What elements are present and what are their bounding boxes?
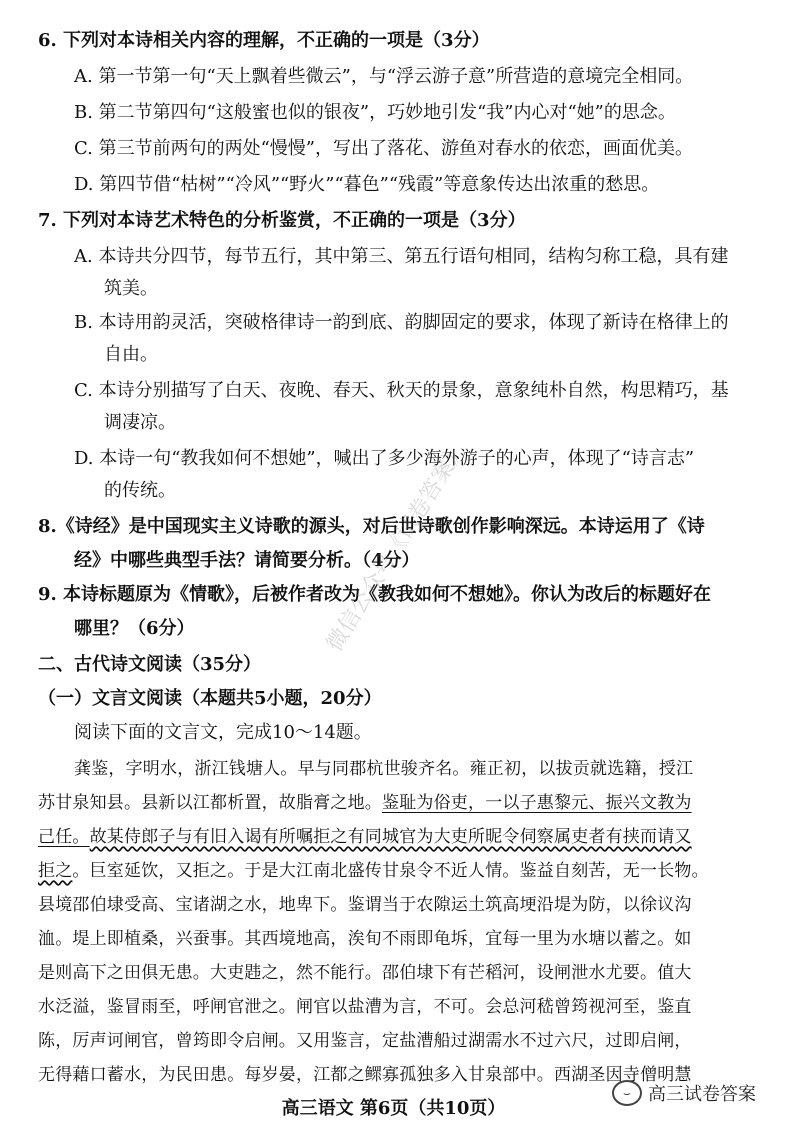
question-9-stem-cont: 哪里？（6分） [74, 618, 195, 639]
passage-line-1: 龚鉴，字明水，浙江钱塘人。早与同郡杭世骏齐名。雍正初，以拔贡就选籍，授江 [74, 759, 694, 779]
question-6-stem: 6. 下列对本诗相关内容的理解，不正确的一项是（3分） [38, 30, 490, 51]
watermark: 微信公众号《试卷答案》 [322, 437, 472, 656]
passage-line-10: 无得藉口蓄水，为民田患。每岁晏，江都之鳏寡孤独多入甘泉部中。西湖圣因寺僧明慧 [38, 1065, 692, 1085]
question-7-option-a-cont: 筑美。 [104, 278, 158, 299]
question-7-option-a: A. 本诗共分四节，每节五行，其中第三、第五行语句相同，结构匀称工稳，具有建 [74, 246, 729, 267]
question-9-stem: 9. 本诗标题原为《情歌》，后被作者改为《教我如何不想她》。你认为改后的标题好在 [38, 584, 712, 605]
passage-line-4-text: 。巨室延饮，又拒之。于是大江南北盛传甘泉令不近人情。鉴益自刻苦，无一长物。 [72, 861, 709, 881]
passage-line-6: 洫。堤上即植桑，兴蚕事。其西境地高，涘旬不雨即龟坼，宜每一里为水塘以蓄之。如 [38, 929, 692, 949]
question-6-option-c: C. 第三节前两句的两处“慢慢”，写出了落花、游鱼对春水的依恋，画面优美。 [74, 138, 693, 159]
passage-line-3 [38, 824, 692, 850]
question-6-option-b: B. 第二节第四句“这般蜜也似的银夜”，巧妙地引发“我”内心对“她”的思念。 [74, 102, 676, 123]
passage-line-7: 是则高下之田俱无患。大吏韪之，然不能行。邵伯埭下有芒稻河，设闸泄水尤要。值大 [38, 963, 692, 983]
wechat-icon: ⌣ [612, 1080, 642, 1106]
question-7-option-d: D. 本诗一句“教我如何不想她”，喊出了多少海外游子的心声，体现了“诗言志” [74, 448, 695, 469]
question-7-stem: 7. 下列对本诗艺术特色的分析鉴赏，不正确的一项是（3分） [38, 210, 526, 231]
underlined-sentence: 鉴耻为俗吏，一以子惠黎元、振兴文教为 [382, 793, 692, 813]
passage-line-2-text: 苏甘泉知县。县新以江都析置，故脂膏之地。 [38, 793, 382, 813]
question-8-stem: 8.《诗经》是中国现实主义诗歌的源头，对后世诗歌创作影响深远。本诗运用了《诗 [38, 516, 705, 537]
passage-line-9: 陈，厉声诃闸官，曾筠即令启闸。又用鉴言，定盐漕船过湖需水不过六尺，过即启闸， [38, 1031, 692, 1051]
wavy-underlined-sentence: 故某侍郎子与有旧入谒有所嘱拒之有同城官为大吏所昵令伺察属吏者有挟而请又 [89, 827, 692, 847]
passage-line-2 [38, 790, 692, 816]
passage-line-8: 水泛溢，鉴冒雨至，呼闸官泄之。闸官以盐漕为言，不可。会总河嵇曾筠视河至，鉴直 [38, 997, 692, 1017]
reading-instruction: 阅读下面的文言文，完成10～14题。 [74, 722, 372, 743]
subsection-title: （一）文言文阅读（本题共5小题，20分） [38, 688, 382, 709]
brand-badge [612, 1080, 756, 1106]
question-7-option-c: C. 本诗分别描写了白天、夜晚、春天、秋天的景象，意象纯朴自然，构思精巧，基 [74, 380, 729, 401]
question-6-option-d: D. 第四节借“枯树”“冷风”“野火”“暮色”“残霞”等意象传达出浓重的愁思。 [74, 174, 660, 195]
page-footer: 高三语文 第6页（共10页） [281, 1098, 506, 1119]
question-7-option-b-cont: 自由。 [104, 344, 158, 365]
section-title: 二、古代诗文阅读（35分） [38, 654, 262, 675]
question-7-option-b: B. 本诗用韵灵活，突破格律诗一韵到底、韵脚固定的要求，体现了新诗在格律上的 [74, 312, 729, 333]
underlined-sentence-end: 己任。 [38, 827, 90, 847]
question-7-option-c-cont: 调凄凉。 [104, 412, 176, 433]
question-8-stem-cont: 经》中哪些典型手法？请简要分析。（4分） [74, 550, 420, 571]
passage-line-5: 县境邵伯埭受高、宝诸湖之水，地卑下。鉴谓当于农隙运土筑高埂沿堤为防，以徐议沟 [38, 895, 692, 915]
brand-name: 高三试卷答案 [648, 1084, 756, 1105]
question-6-option-a: A. 第一节第一句“天上飘着些微云”，与“浮云游子意”所营造的意境完全相同。 [74, 66, 694, 87]
question-7-option-d-cont: 的传统。 [104, 480, 176, 501]
passage-line-4 [38, 858, 709, 884]
wavy-underlined-sentence-end: 拒之 [38, 861, 73, 881]
